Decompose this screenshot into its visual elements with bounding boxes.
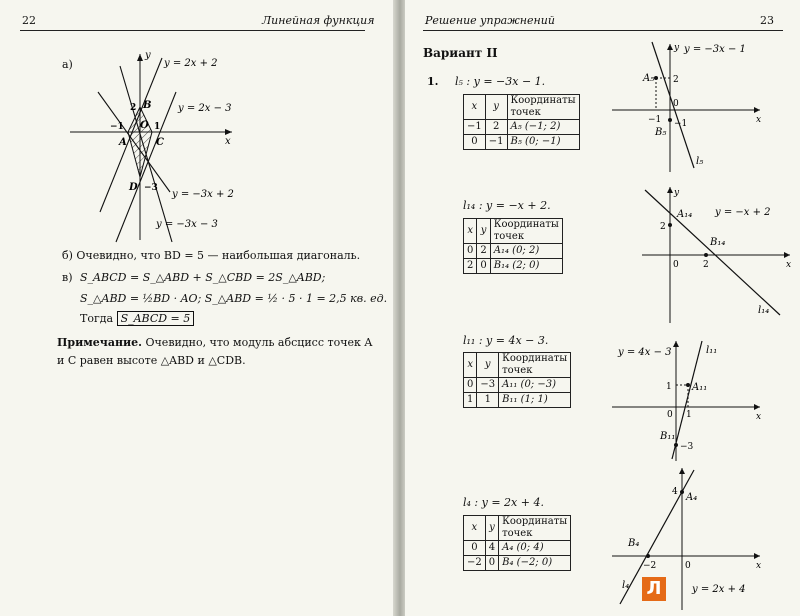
point-d-label: D [129, 182, 138, 193]
svg-text:0: 0 [685, 561, 691, 571]
variant-title: Вариант II [423, 46, 498, 60]
running-title-right: Решение упражнений [425, 14, 555, 27]
svg-text:l₅: l₅ [696, 156, 704, 167]
table-row: 1 1 B₁₁ (1; 1) [464, 393, 571, 408]
point-b-label: B [143, 100, 152, 111]
svg-text:y = −x + 2: y = −x + 2 [715, 207, 771, 218]
area-line-1: S_ABCD = S_△ABD + S_△CBD = 2S_△ABD; [80, 271, 326, 284]
svg-text:x: x [786, 260, 792, 270]
table-row: −2 0 B₄ (−2; 0) [464, 556, 571, 571]
svg-text:2: 2 [660, 222, 666, 232]
equation-l14: l₁₄ : y = −x + 2. [463, 199, 551, 212]
svg-text:x: x [756, 115, 762, 125]
part-v-label: в) [62, 271, 73, 284]
label-2x-minus-3: y = 2x − 3 [178, 103, 232, 114]
svg-text:A₅: A₅ [643, 73, 655, 84]
svg-text:l₁₁: l₁₁ [706, 345, 718, 356]
label-neg3x-plus-2: y = −3x + 2 [172, 189, 234, 200]
y-axis-label: y [145, 50, 151, 61]
part-b: б) Очевидно, что BD = 5 — наибольшая диагональ. [62, 249, 361, 262]
svg-text:A₁₁: A₁₁ [692, 382, 708, 393]
origin-label: O [140, 120, 149, 131]
running-title-left: Линейная функция [262, 14, 375, 27]
svg-text:y = −3x − 1: y = −3x − 1 [684, 44, 746, 55]
page-number-left: 22 [22, 14, 36, 27]
label-2x-plus-2: y = 2x + 2 [164, 58, 218, 69]
svg-text:−1: −1 [648, 115, 662, 125]
svg-text:A₁₄: A₁₄ [677, 209, 693, 220]
svg-text:0: 0 [673, 99, 679, 109]
left-page [0, 0, 395, 616]
table-row: 0 −1 B₅ (0; −1) [464, 135, 580, 150]
table-row: 2 0 B₁₄ (2; 0) [464, 259, 563, 274]
graph-l14 [640, 185, 800, 325]
svg-text:l₁₄: l₁₄ [758, 305, 770, 316]
equation-l5: l₅ : y = −3x − 1. [455, 75, 546, 88]
svg-text:y = 4x − 3: y = 4x − 3 [618, 347, 672, 358]
table-l5: x y Координаты точек −1 2 A₅ (−1; 2) 0 −1 B₅ (0; −1) [463, 94, 580, 150]
svg-text:−2: −2 [643, 561, 657, 571]
tick-y-pos: 2 [130, 103, 137, 113]
note-label: Примечание. [57, 336, 143, 349]
svg-text:0: 0 [667, 410, 673, 420]
svg-text:2: 2 [703, 260, 709, 270]
page-number-right: 23 [760, 14, 774, 27]
svg-text:−1: −1 [674, 119, 688, 129]
header-rule-left [20, 30, 365, 31]
graph-l5 [610, 40, 775, 175]
point-a-label: A [119, 137, 127, 148]
svg-text:B₄: B₄ [628, 538, 640, 549]
point-c-label: C [156, 137, 164, 148]
label-neg3x-minus-3: y = −3x − 3 [156, 219, 218, 230]
svg-text:−3: −3 [680, 442, 694, 452]
publisher-logo-icon: Л [642, 577, 666, 601]
svg-text:x: x [756, 561, 762, 571]
svg-text:B₅: B₅ [655, 127, 667, 138]
table-l4: x y Координаты точек 0 4 A₄ (0; 4) −2 0 B₄ (−2; 0) [463, 515, 571, 571]
right-page [405, 0, 800, 616]
x-axis-label: x [225, 136, 231, 147]
line-neg3x-minus-3 [120, 66, 172, 242]
svg-text:2: 2 [673, 75, 679, 85]
graph-l11 [610, 335, 770, 463]
tick-x-neg: −1 [110, 122, 124, 132]
table-l14: x y Координаты точек 0 2 A₁₄ (0; 2) 2 0 B₁₄ (2; 0) [463, 218, 563, 274]
quadrilateral-graph [70, 40, 250, 245]
problem-number: 1. [427, 75, 439, 88]
equation-l11: l₁₁ : y = 4x − 3. [463, 334, 549, 347]
svg-text:B₁₁: B₁₁ [660, 431, 676, 442]
svg-text:y: y [674, 43, 680, 53]
svg-text:y: y [674, 188, 680, 198]
svg-text:B₁₄: B₁₄ [710, 237, 726, 248]
svg-text:0: 0 [673, 260, 679, 270]
svg-text:l₄: l₄ [622, 580, 630, 591]
tick-y-neg: −3 [144, 183, 158, 193]
area-line-2: S_△ABD = ½BD · AO; S_△ABD = ½ · 5 · 1 = 2,5 кв. ед. [80, 292, 388, 305]
part-a-label: а) [62, 58, 73, 71]
svg-text:x: x [756, 412, 762, 422]
note-text-1: Очевидно, что модуль абсцисс точек A [145, 336, 373, 349]
area-result-box: S_ABCD = 5 [117, 311, 195, 326]
equation-l4: l₄ : y = 2x + 4. [463, 496, 544, 509]
parallelogram-abcd [128, 107, 152, 177]
table-l11: x y Координаты точек 0 −3 A₁₁ (0; −3) 1 1 B₁₁ (1; 1) [463, 352, 571, 408]
svg-text:4: 4 [672, 487, 678, 497]
svg-text:1: 1 [686, 410, 692, 420]
svg-text:A₄: A₄ [686, 492, 698, 503]
svg-text:y = 2x + 4: y = 2x + 4 [692, 584, 746, 595]
svg-text:1: 1 [666, 382, 672, 392]
table-row: 0 2 A₁₄ (0; 2) [464, 244, 563, 259]
tick-x-pos: 1 [154, 122, 161, 132]
then-prefix: Тогда [80, 312, 114, 325]
note-text-2: и C равен высоте △ABD и △CDB. [57, 354, 246, 367]
graph-l4 [610, 464, 780, 612]
table-row: 0 −3 A₁₁ (0; −3) [464, 378, 571, 393]
table-row: −1 2 A₅ (−1; 2) [464, 120, 580, 135]
header-rule-right [423, 30, 783, 31]
table-row: 0 4 A₄ (0; 4) [464, 541, 571, 556]
